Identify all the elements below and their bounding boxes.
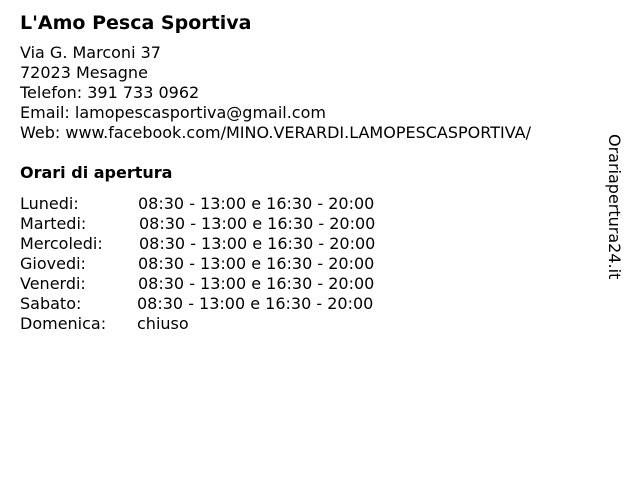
opening-hours-heading: Orari di apertura bbox=[20, 163, 173, 182]
day-hours: 08:30 - 13:00 e 16:30 - 20:00 bbox=[139, 234, 376, 253]
phone-line: Telefon: 391 733 0962 bbox=[20, 83, 200, 102]
day-label: Martedi: bbox=[20, 214, 87, 233]
day-hours: chiuso bbox=[137, 314, 189, 333]
day-hours: 08:30 - 13:00 e 16:30 - 20:00 bbox=[137, 294, 374, 313]
day-hours: 08:30 - 13:00 e 16:30 - 20:00 bbox=[139, 214, 376, 233]
web-line: Web: www.facebook.com/MINO.VERARDI.LAMOPESCASPORTIVA/ bbox=[20, 123, 531, 142]
email-line: Email: lamopescasportiva@gmail.com bbox=[20, 103, 326, 122]
address-line: Via G. Marconi 37 bbox=[20, 43, 161, 62]
site-watermark: Orariapertura24.it bbox=[605, 134, 624, 280]
contact-info bbox=[20, 43, 531, 143]
day-label: Venerdi: bbox=[20, 274, 86, 293]
day-label: Sabato: bbox=[20, 294, 82, 313]
business-name: L'Amo Pesca Sportiva bbox=[20, 12, 252, 34]
day-hours: 08:30 - 13:00 e 16:30 - 20:00 bbox=[138, 274, 375, 293]
day-hours: 08:30 - 13:00 e 16:30 - 20:00 bbox=[138, 194, 375, 213]
day-hours: 08:30 - 13:00 e 16:30 - 20:00 bbox=[138, 254, 375, 273]
day-label: Mercoledi: bbox=[20, 234, 103, 253]
city-line: 72023 Mesagne bbox=[20, 63, 148, 82]
day-label: Giovedi: bbox=[20, 254, 86, 273]
day-label: Domenica: bbox=[20, 314, 107, 333]
day-label: Lunedi: bbox=[20, 194, 79, 213]
